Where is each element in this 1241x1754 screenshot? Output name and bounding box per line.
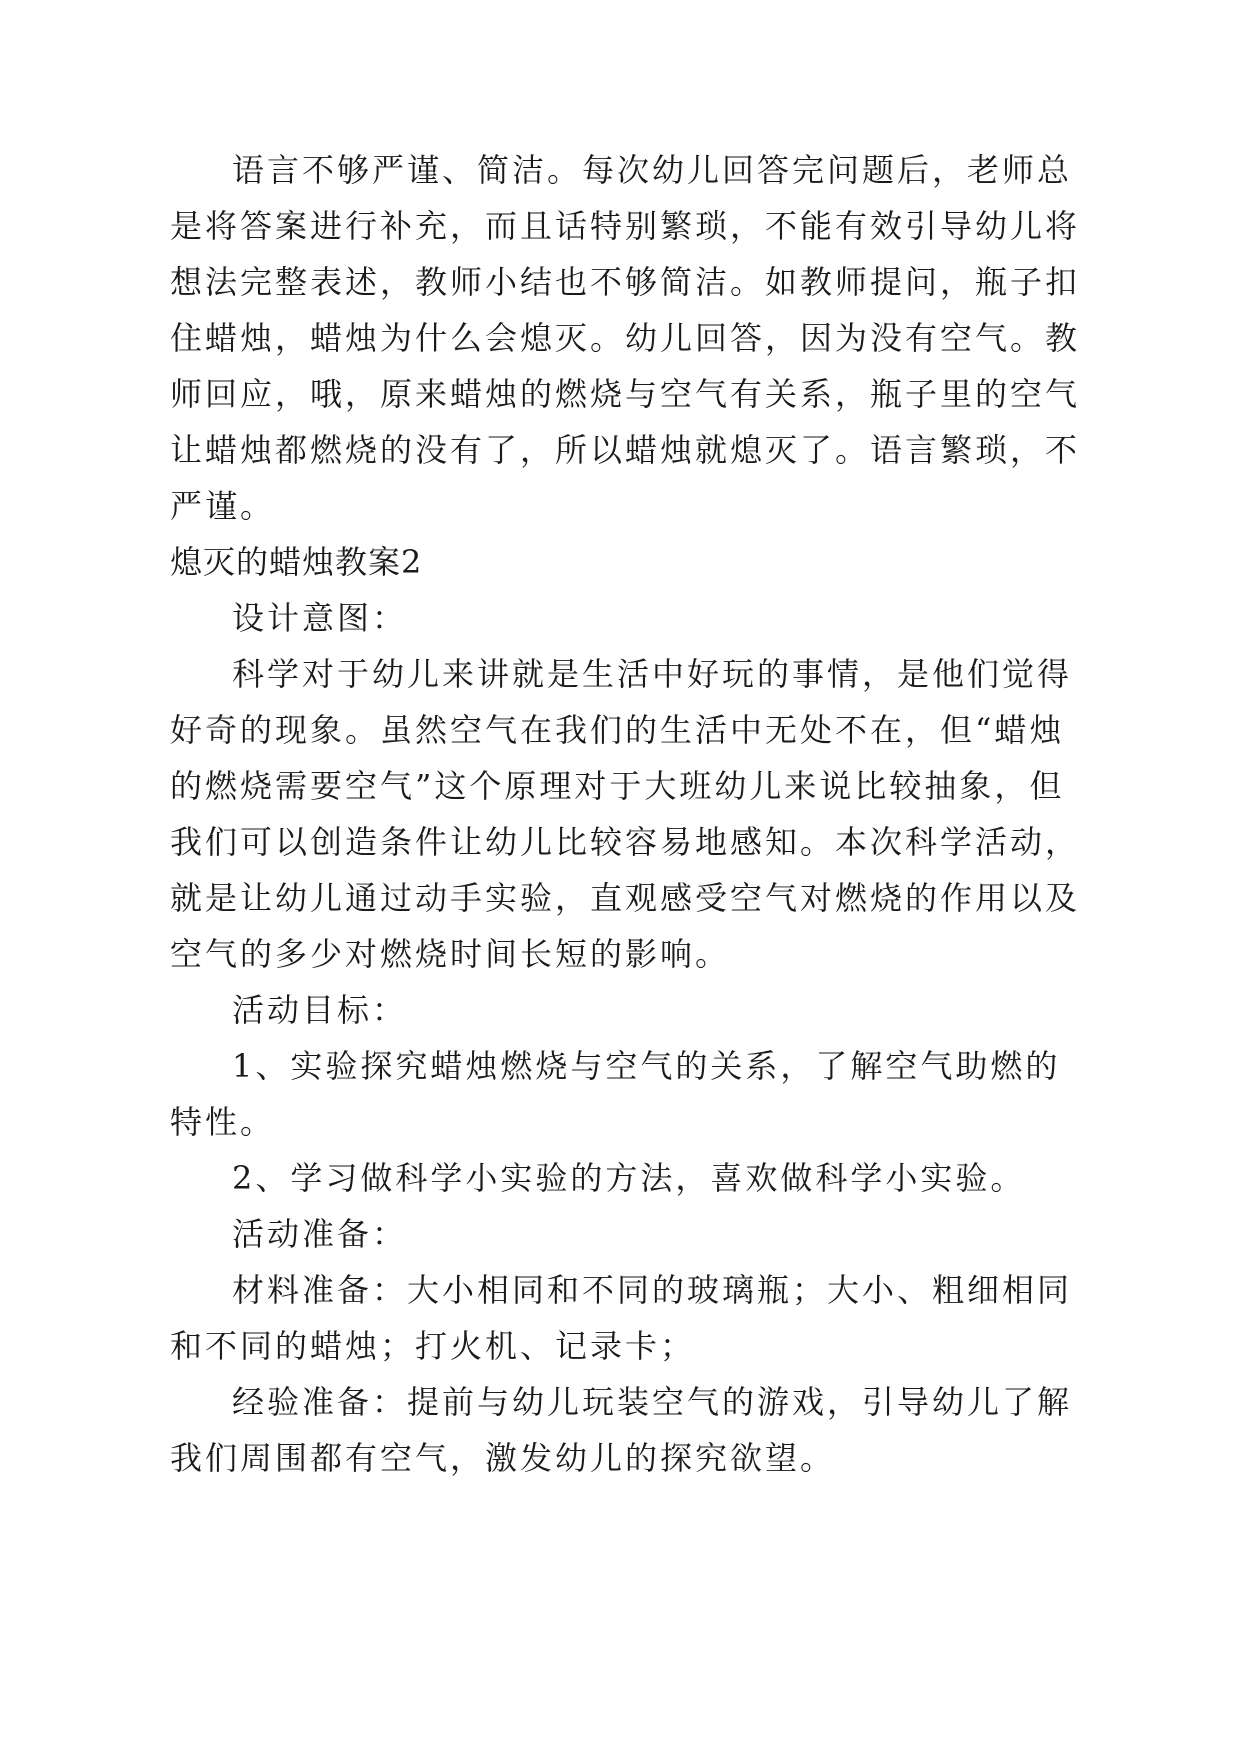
- text-line: 我们周围都有空气，激发幼儿的探究欲望。: [170, 1439, 836, 1477]
- section-heading: 熄灭的蜡烛教案2: [170, 543, 423, 581]
- text-line: 想法完整表述，教师小结也不够简洁。如教师提问，瓶子扣: [170, 263, 1081, 301]
- text-line: 材料准备：大小相同和不同的玻璃瓶；大小、粗细相同: [232, 1271, 1073, 1309]
- text-line: 科学对于幼儿来讲就是生活中好玩的事情，是他们觉得: [232, 655, 1073, 693]
- text-line: 的燃烧需要空气”这个原理对于大班幼儿来说比较抽象，但: [170, 767, 1065, 805]
- text-line: 严谨。: [170, 487, 276, 525]
- text-line: 就是让幼儿通过动手实验，直观感受空气对燃烧的作用以及: [170, 879, 1081, 917]
- text-line: 2、学习做科学小实验的方法，喜欢做科学小实验。: [232, 1159, 1026, 1197]
- text-line: 语言不够严谨、简洁。每次幼儿回答完问题后，老师总: [232, 151, 1073, 189]
- text-line: 住蜡烛，蜡烛为什么会熄灭。幼儿回答，因为没有空气。教: [170, 319, 1081, 357]
- text-line: 设计意图：: [232, 599, 408, 637]
- text-line: 好奇的现象。虽然空气在我们的生活中无处不在，但“蜡烛: [170, 711, 1065, 749]
- text-line: 是将答案进行补充，而且话特别繁琐，不能有效引导幼儿将: [170, 207, 1081, 245]
- text-line: 经验准备：提前与幼儿玩装空气的游戏，引导幼儿了解: [232, 1383, 1073, 1421]
- text-line: 我们可以创造条件让幼儿比较容易地感知。本次科学活动，: [170, 823, 1081, 861]
- text-line: 活动准备：: [232, 1215, 408, 1253]
- text-line: 活动目标：: [232, 991, 408, 1029]
- text-line: 和不同的蜡烛；打火机、记录卡；: [170, 1327, 696, 1365]
- text-line: 让蜡烛都燃烧的没有了，所以蜡烛就熄灭了。语言繁琐，不: [170, 431, 1081, 469]
- text-line: 师回应，哦，原来蜡烛的燃烧与空气有关系，瓶子里的空气: [170, 375, 1081, 413]
- text-line: 空气的多少对燃烧时间长短的影响。: [170, 935, 731, 973]
- text-line: 1、实验探究蜡烛燃烧与空气的关系，了解空气助燃的: [232, 1047, 1061, 1085]
- text-line: 特性。: [170, 1103, 276, 1141]
